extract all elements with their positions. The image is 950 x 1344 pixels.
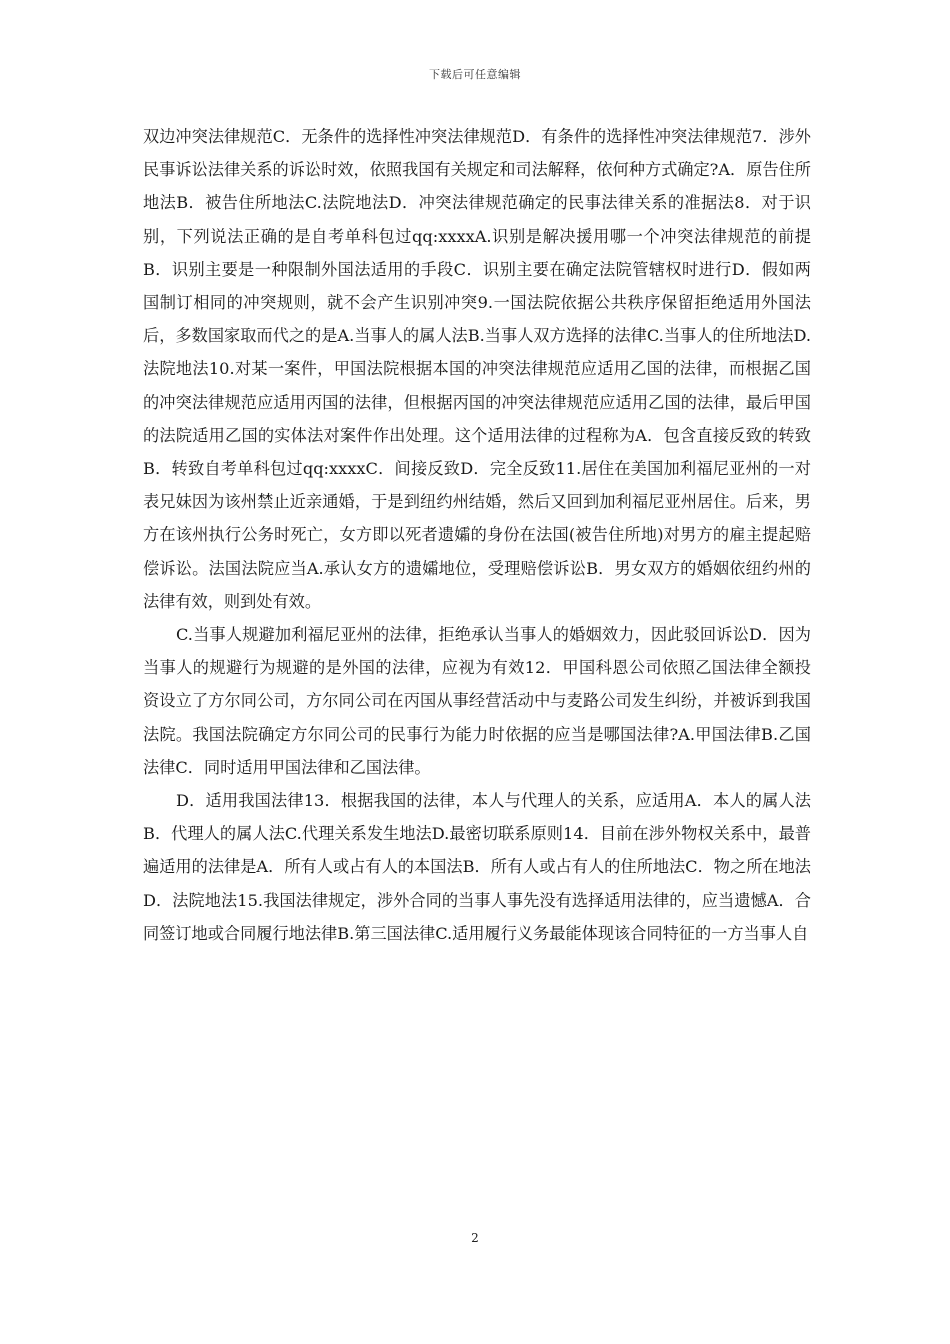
page-header: 下载后可任意编辑 (429, 68, 521, 81)
paragraph-2: C.当事人规避加利福尼亚州的法律，拒绝承认当事人的婚姻效力，因此驳回诉讼D．因为当事人的规避行为规避的是外国的法律，应视为有效12．甲国科恩公司依照乙国法律全额投资设立了方尔同公司，方尔同公司在丙国从事经营活动中与麦路公司发生纠纷，并被诉到我国法院。我国法院确定方尔同公司的民事行为能力时依据的应当是哪国法律?A.甲国法律B.乙国法律C．同时适用甲国法律和乙国法律。 (143, 625, 811, 777)
paragraph-3: D．适用我国法律13．根据我国的法律，本人与代理人的关系，应适用A．本人的属人法B．代理人的属人法C.代理关系发生地法D.最密切联系原则14．目前在涉外物权关系中，最普遍适用的法律是A．所有人或占有人的本国法B．所有人或占有人的住所地法C．物之所在地法D．法院地法15.我国法律规定，涉外合同的当事人事先没有选择适用法律的，应当遗憾A．合同签订地或合同履行地法律B.第三国法律C.适用履行义务最能体现该合同特征的一方当事人自 (143, 791, 811, 943)
document-body (143, 120, 811, 950)
page-number: 2 (471, 1231, 479, 1245)
paragraph-1: 双边冲突法律规范C．无条件的选择性冲突法律规范D．有条件的选择性冲突法律规范7．涉外民事诉讼法律关系的诉讼时效，依照我国有关规定和司法解释，依何种方式确定?A．原告住所地法B．被告住所地法C.法院地法D．冲突法律规范确定的民事法律关系的准据法8．对于识别，下列说法正确的是自考单科包过qq:xxxxA.识别是解决援用哪一个冲突法律规范的前提B．识别主要是一种限制外国法适用的手段C．识别主要在确定法院管辖权时进行D．假如两国制订相同的冲突规则，就不会产生识别冲突9.一国法院依据公共秩序保留拒绝适用外国法后，多数国家取而代之的是A.当事人的属人法B.当事人双方选择的法律C.当事人的住所地法D.法院地法10.对某一案件，甲国法院根据本国的冲突法律规范应适用乙国的法律，而根据乙国的冲突法律规范应适用丙国的法律，但根据丙国的冲突法律规范应适用乙国的法律，最后甲国的法院适用乙国的实体法对案件作出处理。这个适用法律的过程称为A．包含直接反致的转致B．转致自考单科包过qq:xxxxC．间接反致D．完全反致11.居住在美国加利福尼亚州的一对表兄妹因为该州禁止近亲通婚，于是到纽约州结婚，然后又回到加利福尼亚州居住。后来，男方在该州执行公务时死亡，女方即以死者遗孀的身份在法国(被告住所地)对男方的雇主提起赔偿诉讼。法国法院应当A.承认女方的遗孀地位，受理赔偿诉讼B．男女双方的婚姻依纽约州的法律有效，则到处有效。 (143, 127, 811, 611)
